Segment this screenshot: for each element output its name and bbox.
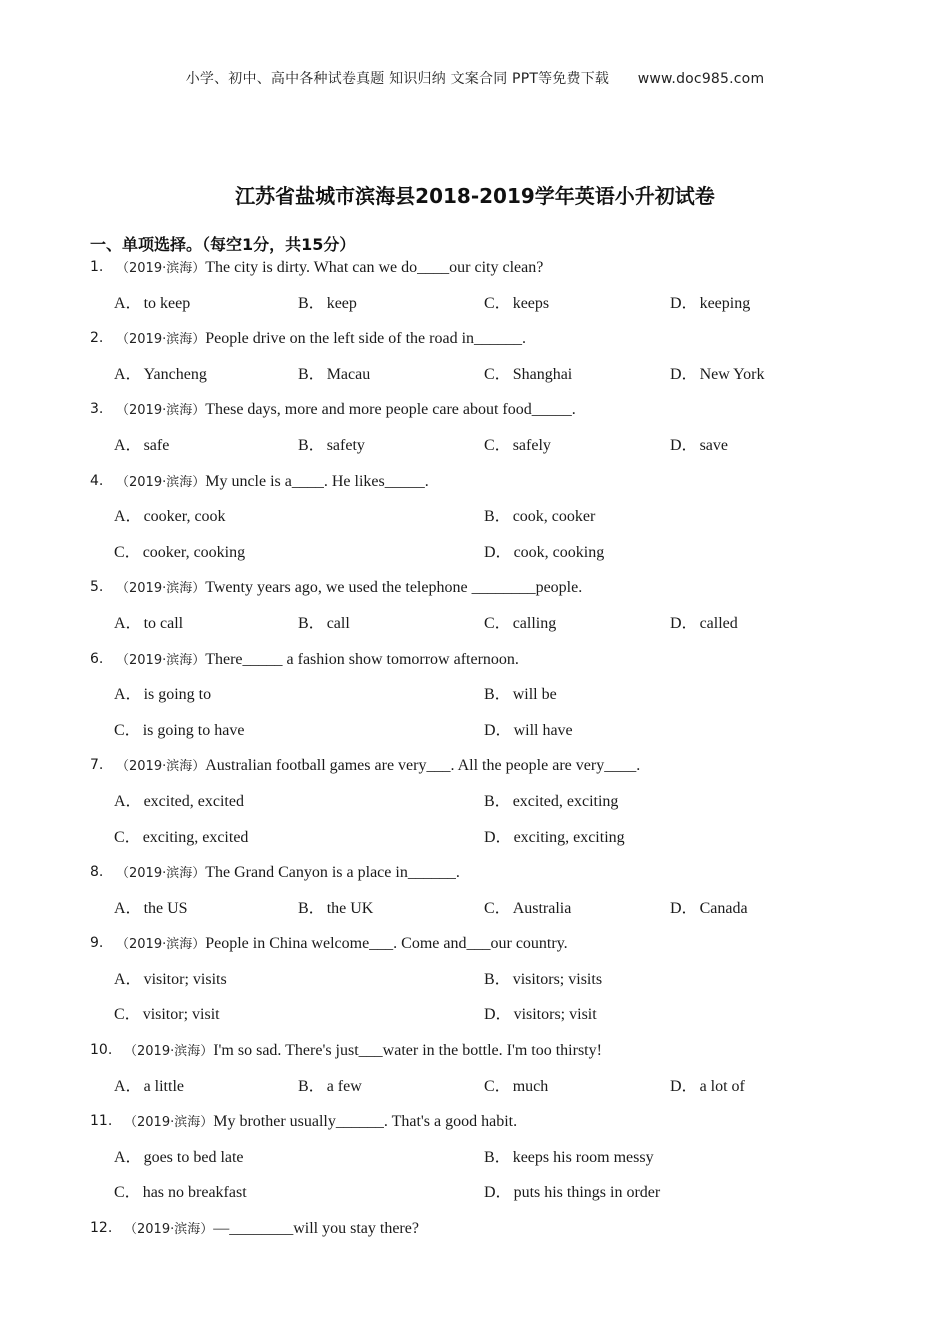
option-text: a lot of [699,1077,745,1095]
question-number: 6. [90,650,104,667]
question-body [116,855,460,892]
question-11 [0,1104,950,1140]
option-text: visitors; visits [512,970,603,988]
option-a[interactable] [114,677,211,713]
option-d[interactable] [484,997,597,1033]
options-row [0,713,950,749]
option-text: has no breakfast [142,1184,247,1202]
option-letter: C． [484,365,511,383]
option-text: cook, cooking [513,543,605,561]
question-source: （2019·滨海） [116,261,206,276]
option-letter: A． [114,899,142,917]
option-c[interactable] [114,713,244,749]
option-text: is going to [143,686,212,704]
option-d[interactable] [670,286,750,322]
option-letter: C． [114,828,141,846]
question-source: （2019·滨海） [116,581,206,597]
option-letter: B． [298,294,325,312]
option-letter: C． [484,436,511,454]
option-text: safely [512,436,551,454]
option-a[interactable] [114,1140,244,1176]
question-number: 1. [90,259,104,275]
option-letter: C． [484,899,511,917]
option-d[interactable] [484,713,573,749]
question-10 [0,1033,950,1069]
options-row [0,1140,950,1176]
option-b[interactable] [484,784,618,820]
option-text: the UK [326,899,374,917]
header-url[interactable]: www.doc985.com [637,71,765,87]
option-c[interactable] [484,1069,548,1105]
option-letter: B． [298,436,325,454]
option-letter: C． [484,614,511,632]
options-row [0,1069,950,1105]
question-8 [0,855,950,891]
question-body [116,250,543,287]
option-text: visitor; visits [143,970,227,988]
question-text: The Grand Canyon is a place in______. [205,864,460,882]
option-text: will be [512,686,557,704]
options-row [0,962,950,998]
option-letter: B． [298,365,325,383]
options-row [0,286,950,322]
option-text: is going to have [142,721,245,739]
option-letter: D． [670,899,698,917]
option-a[interactable] [114,286,190,322]
question-6 [0,642,950,678]
option-text: keeps [512,294,550,312]
option-b[interactable] [484,677,557,713]
option-text: keeping [699,294,751,312]
option-text: call [326,614,350,632]
option-text: Macau [326,365,371,383]
question-body [116,464,429,501]
question-body [116,748,640,785]
option-text: calling [512,614,557,632]
option-letter: D． [670,294,698,312]
option-letter: D． [670,365,698,383]
option-letter: A． [114,436,142,454]
option-text: save [699,436,728,454]
question-text: Twenty years ago, we used the telephone ________people. [205,579,583,597]
option-text: will have [513,721,573,739]
option-text: keep [326,294,357,312]
options-row [0,1175,950,1211]
options-row [0,784,950,820]
question-source: （2019·滨海） [116,866,206,882]
option-letter: B． [298,899,325,917]
option-letter: D． [670,614,698,632]
question-text: The city is dirty. What can we do____our city clean? [205,259,544,276]
option-d[interactable] [670,1069,745,1105]
question-source: （2019·滨海） [124,1222,214,1238]
option-letter: A． [114,614,142,632]
question-source: （2019·滨海） [124,1115,214,1131]
option-letter: C． [484,1077,511,1095]
option-text: Canada [699,899,748,917]
option-letter: C． [484,294,511,312]
options-row [0,891,950,927]
option-text: safety [326,436,365,454]
option-letter: A． [114,792,142,810]
question-number: 5. [90,579,104,596]
option-letter: C． [114,1006,141,1024]
option-c[interactable] [484,606,556,642]
option-c[interactable] [114,535,245,571]
option-text: Yancheng [143,365,207,383]
question-text: Australian football games are very___. All the people are very____. [205,757,641,775]
option-c[interactable] [114,820,248,856]
page-header [0,68,950,88]
option-text: a few [326,1077,362,1095]
option-letter: B． [484,686,511,704]
option-letter: D． [484,1184,512,1202]
question-body [124,1104,517,1141]
question-source: （2019·滨海） [124,1044,214,1060]
option-b[interactable] [298,606,350,642]
question-text: People drive on the left side of the road in______. [205,330,527,348]
option-letter: A． [114,508,142,526]
question-text: —________will you stay there? [213,1220,419,1238]
option-b[interactable] [298,891,373,927]
question-4 [0,464,950,500]
option-text: cooker, cook [143,508,226,526]
question-source: （2019·滨海） [116,652,206,668]
option-text: safe [143,436,170,454]
option-letter: A． [114,1077,142,1095]
question-list [0,250,950,1247]
question-number: 7. [90,757,104,774]
option-text: New York [699,365,765,383]
question-3 [0,392,950,428]
question-source: （2019·滨海） [116,332,206,348]
option-text: cook, cooker [512,508,596,526]
options-row [0,357,950,393]
option-c[interactable] [114,1175,247,1211]
question-source: （2019·滨海） [116,403,206,419]
option-text: a little [143,1077,184,1095]
question-number: 10. [90,1042,113,1059]
options-row [0,820,950,856]
option-a[interactable] [114,891,188,927]
option-b[interactable] [484,1140,654,1176]
option-letter: B． [484,508,511,526]
option-text: the US [143,899,188,917]
options-row [0,499,950,535]
question-2 [0,321,950,357]
options-row [0,677,950,713]
option-d[interactable] [484,1175,660,1211]
option-text: visitor; visit [142,1006,220,1024]
question-7 [0,748,950,784]
question-source: （2019·滨海） [116,937,206,953]
question-1 [0,250,950,286]
option-text: puts his things in order [513,1184,661,1202]
question-body [116,392,576,429]
option-letter: C． [114,543,141,561]
options-row [0,535,950,571]
option-a[interactable] [114,606,183,642]
option-letter: D． [484,1006,512,1024]
option-letter: B． [298,1077,325,1095]
question-number: 3. [90,401,104,418]
header-slogan: 小学、初中、高中各种试卷真题 知识归纳 文案合同 PPT等免费下载 [185,71,610,87]
option-text: cooker, cooking [142,543,246,561]
options-row [0,997,950,1033]
option-text: Australia [512,899,572,917]
option-d[interactable] [484,535,604,571]
options-row [0,428,950,464]
option-letter: A． [114,1148,142,1166]
question-12 [0,1211,950,1247]
option-a[interactable] [114,784,244,820]
option-text: keeps his room messy [512,1148,654,1166]
option-letter: A． [114,365,142,383]
option-b[interactable] [484,499,595,535]
question-number: 8. [90,864,104,881]
option-text: to keep [143,294,191,312]
option-text: much [512,1077,549,1095]
question-text: My brother usually______. That's a good habit. [213,1113,518,1131]
question-5 [0,570,950,606]
question-body [116,321,526,358]
option-d[interactable] [670,891,748,927]
question-9 [0,926,950,962]
option-letter: A． [114,294,142,312]
option-c[interactable] [114,997,220,1033]
question-text: My uncle is a____. He likes_____. [205,472,429,490]
exam-title: 江苏省盐城市滨海县2018-2019学年英语小升初试卷 [235,184,715,208]
option-letter: C． [114,721,141,739]
option-text: excited, exciting [512,792,619,810]
option-letter: B． [484,970,511,988]
option-c[interactable] [484,891,571,927]
option-text: excited, excited [143,792,244,810]
option-letter: C． [114,1184,141,1202]
option-text: goes to bed late [143,1148,244,1166]
option-a[interactable] [114,428,169,464]
question-text: People in China welcome___. Come and___our country. [205,935,568,953]
options-row [0,606,950,642]
option-letter: B． [484,1148,511,1166]
question-body [124,1033,602,1070]
option-b[interactable] [298,428,365,464]
section-heading: 一、单项选择。（每空1分，共15分） [90,235,356,254]
question-number: 11. [90,1113,113,1130]
option-letter: D． [670,436,698,454]
question-body [116,926,568,963]
question-text: I'm so sad. There's just___water in the bottle. I'm too thirsty! [213,1042,602,1060]
option-d[interactable] [670,606,738,642]
option-a[interactable] [114,962,227,998]
question-source: （2019·滨海） [116,474,206,490]
question-number: 4. [90,472,104,489]
question-source: （2019·滨海） [116,759,206,775]
question-number: 2. [90,330,104,347]
question-text: There_____ a fashion show tomorrow afternoon. [205,650,519,668]
option-a[interactable] [114,1069,184,1105]
question-body [116,570,582,607]
option-b[interactable] [298,357,370,393]
option-letter: B． [298,614,325,632]
option-d[interactable] [484,820,625,856]
option-c[interactable] [484,286,549,322]
option-c[interactable] [484,428,551,464]
option-text: to call [143,614,184,632]
option-c[interactable] [484,357,572,393]
option-text: exciting, exciting [513,828,625,846]
option-text: visitors; visit [513,1006,597,1024]
option-a[interactable] [114,499,226,535]
option-text: Shanghai [512,365,573,383]
option-a[interactable] [114,357,207,393]
question-text: These days, more and more people care about food_____. [205,401,576,419]
option-letter: A． [114,686,142,704]
option-text: exciting, excited [142,828,249,846]
option-b[interactable] [484,962,602,998]
option-d[interactable] [670,428,728,464]
question-body [116,642,519,679]
question-body [124,1211,419,1248]
option-letter: D． [484,721,512,739]
option-d[interactable] [670,357,764,393]
option-letter: B． [484,792,511,810]
option-letter: D． [484,543,512,561]
option-letter: D． [670,1077,698,1095]
option-letter: D． [484,828,512,846]
option-b[interactable] [298,286,357,322]
question-number: 12. [90,1220,113,1237]
option-letter: A． [114,970,142,988]
option-text: called [699,614,738,632]
question-number: 9. [90,935,104,952]
option-b[interactable] [298,1069,362,1105]
